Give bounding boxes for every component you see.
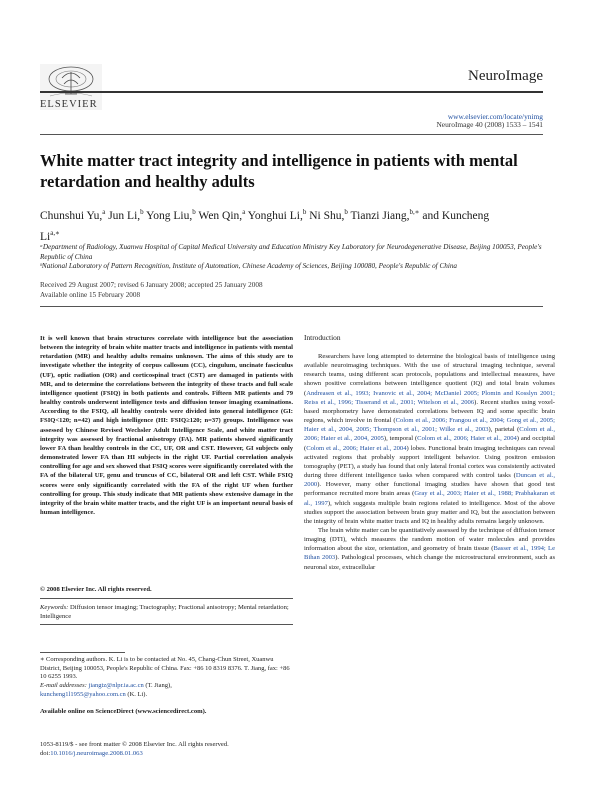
citation-link[interactable]: Gray et al., 2003; Haier et al., 1988; Prabhakaran et al., 1997: [304, 490, 555, 507]
author-name: Chunshui Yu,: [40, 209, 103, 222]
paragraph-text: ) lobes. Functional brain imaging techniques can reveal activated regions that probably support intelligent behavior. Using positron emission tomography (PET), a study has found that only lateral frontal cortex was consistently activated during three different intelligence tasks when compared with control tasks (: [304, 444, 555, 480]
journal-citation: NeuroImage 40 (2008) 1533 – 1541: [436, 120, 543, 129]
keywords-text: Diffusion tensor imaging; Tractography; Fractional anisotropy; Mental retardation; Intelligence: [40, 604, 289, 621]
corresponding-text: ∗ Corresponding authors. K. Li is to be contacted at No. 45, Chang-Chun Street, Xuanwu District, Beijing 100053, People's Republic of China. Fax: +86 10 8319 8376. T. Jiang, fax: +86 10 6255 1993.: [40, 656, 290, 681]
citation-link[interactable]: Basser et al., 1994; Le Bihan 2003: [304, 545, 555, 562]
introduction-heading: Introduction: [304, 333, 341, 342]
introduction-paragraph-2: [304, 526, 555, 572]
author-affiliation-mark: b: [140, 208, 144, 216]
author-name: and Kuncheng Li: [40, 209, 490, 243]
author-affiliation-mark: a: [102, 208, 106, 216]
email-owner-li: (K. Li).: [127, 690, 148, 698]
paragraph-text: ). Pathological processes, which change the microstructural environment, such as neuronal size, extracellular: [304, 554, 556, 571]
issn-line: 1053-8119/$ - see front matter © 2008 Elsevier Inc. All rights reserved.: [40, 741, 229, 748]
introduction-paragraph-1: [304, 352, 555, 526]
corresponding-footnote: [40, 656, 293, 700]
citation-link[interactable]: Andreasen et al., 1993; Ivanovic et al., 2004; McDaniel 2005; Plomin and Kosslyn 2001; Reiss et al., 1996; Tisserand et al., 2001; Witelson et al., 2006: [304, 389, 555, 406]
paragraph-text: ). Recent studies using voxel-based morphometry have demonstrated correlations between IQ and some specific brain regions, which involve in frontal (: [304, 398, 556, 425]
paragraph-text: ), parietal (: [488, 426, 520, 434]
author-affiliation-mark: a,∗: [50, 228, 60, 237]
email-link-jiang[interactable]: jiangtz@nlpr.ia.ac.cn: [88, 682, 144, 690]
paragraph-text: ) and occipital (: [304, 435, 555, 452]
citation-link[interactable]: Colom et al., 2006; Haier et al., 2004, 2005: [304, 426, 555, 443]
abstract-text: It is well known that brain structures correlate with intelligence but the association between the integrity of brain white matter tracts and intelligence in patients with mental retardation (MR) and healthy adults remains unknown. The aims of this study are to investigate whether the integrity of corpus callosum (CC), cingulum, uncinate fasciculus (UF), optic radiation (OR) and corticospinal tract (CST) are damaged in patients with MR, and to determine the correlations between the integrity of these tracts and full scale intelligence quotient (FSIQ) in both patients and controls. Fifteen MR patients and 79 healthy controls underwent intelligence tests and diffusion tensor imaging examinations. According to the FSIQ, all healthy controls were divided into general intelligence (GI: FSIQ<120; n=42) and high intelligence (HI: FSIQ≥120; n=37) groups. Intelligence was assessed by Chinese Revised Wechsler Adult Intelligence Scale, and white matter tract integrity was assessed by fractional anisotropy (FA). MR patients showed significantly lower FA than healthy controls in the CC, UF, OR and CST. However, GI subjects only demonstrated lower FA than HI subjects in the right UF. Partial correlation analysis controlling for age and sex showed that FSIQ scores were significantly correlated with the FA of the bilateral UF, genu and truncus of CC, bilateral OR and left CST. While FSIQ scores were only significantly correlated with the FA of the right UF when further controlling for group. This study indicate that MR patients show extensive damage in the integrity of the brain white matter tracts, and the right UF is an important neural basis of human intelligence.: [40, 335, 293, 516]
available-online-date: Available online 15 February 2008: [40, 290, 141, 299]
copyright-line: © 2008 Elsevier Inc. All rights reserved.: [40, 586, 152, 593]
author-name: Jun Li,: [108, 209, 141, 222]
citation-link[interactable]: Colom et al., 2006; Haier et al., 2004: [417, 435, 517, 443]
author-affiliation-mark: b,∗: [409, 208, 420, 216]
footnote-rule: [40, 652, 125, 653]
article-dates: [40, 281, 263, 300]
journal-rule: [40, 91, 543, 93]
author-name: Ni Shu,: [309, 209, 345, 222]
body-divider: [40, 306, 543, 307]
keywords: [40, 603, 293, 621]
author-affiliation-mark: b: [302, 208, 307, 216]
email-label: E-mail addresses:: [40, 682, 87, 690]
affiliation-a: ᵃDepartment of Radiology, Xuanwu Hospital of Capital Medical University and Education Ministry Key Laboratory for Neurodegenerative Disease, Beijing 100053, People's Republic of China: [40, 243, 542, 261]
abstract-divider: [40, 598, 293, 599]
citation-link[interactable]: Colom et al., 2006; Frangou et al., 2004; Gong et al., 2005; Haier et al., 2004, 2005; Thompson et al., 2001; Wilke et al., 2003: [304, 417, 555, 434]
received-dates: Received 29 August 2007; revised 6 January 2008; accepted 25 January 2008: [40, 281, 263, 289]
paragraph-text: Researchers have long attempted to determine the biological basis of intelligence using available neuroimaging techniques. With the use of structural imaging technique, several research teams, using different scan protocols, populations and intellectual measures, have shown positive correlations between intelligence quotient (IQ) and total brain volumes (: [304, 353, 555, 397]
doi-label: doi:: [40, 749, 51, 757]
author-list: [40, 204, 500, 246]
sciencedirect-availability: Available online on ScienceDirect (www.sciencedirect.com).: [40, 708, 207, 715]
article-title: White matter tract integrity and intelligence in patients with mental retardation and healthy adults: [40, 151, 518, 191]
email-owner-jiang: (T. Jiang),: [145, 682, 172, 690]
author-name: Wen Qin,: [198, 209, 243, 222]
citation-link[interactable]: Duncan et al., 2000: [304, 472, 555, 489]
paragraph-text: ), which suggests multiple brain regions related to intelligence. Most of the above studies support the association between brain gray matter and IQ, but the association between the integrity of brain white matter tracts and IQ in healthy adults remains largely unknown.: [304, 499, 555, 525]
publisher-name: ELSEVIER: [40, 99, 98, 110]
citation-link[interactable]: Colom et al., 2006; Haier et al., 2004: [306, 444, 407, 452]
author-affiliation-mark: b: [192, 208, 196, 216]
paragraph-text: The brain white matter can be quantitatively assessed by the technique of diffusion tensor imaging (DTI), which measures the random motion of water molecules and provides information about the size, orientation, and geometry of brain tissue (: [304, 526, 555, 553]
paragraph-text: ), temporal (: [383, 435, 418, 443]
keywords-divider: [40, 624, 293, 625]
author-name: Yonghui Li,: [247, 209, 303, 222]
issn-block: [40, 741, 229, 759]
author-name: Yong Liu,: [146, 209, 193, 222]
author-affiliation-mark: b: [344, 208, 348, 216]
header-divider: [40, 134, 543, 135]
keywords-label: Keywords:: [40, 604, 69, 611]
email-link-li[interactable]: kuncheng1l1955@yahoo.com.cn: [40, 690, 126, 698]
journal-name: NeuroImage: [468, 68, 543, 84]
affiliation-b: ᵇNational Laboratory of Pattern Recognition, Institute of Automation, Chinese Academy of Sciences, Beijing 100080, People's Republic of China: [40, 262, 458, 270]
paragraph-text: ). However, many other functional imaging studies have shown that good test performance recruited more brain areas (: [304, 481, 555, 498]
doi-link[interactable]: 10.1016/j.neuroimage.2008.01.063: [50, 749, 143, 757]
author-name: Tianzi Jiang,: [350, 209, 410, 222]
author-affiliation-mark: a: [242, 208, 246, 216]
journal-url-link[interactable]: www.elsevier.com/locate/ynimg: [447, 112, 543, 121]
introduction-body: [304, 352, 555, 572]
